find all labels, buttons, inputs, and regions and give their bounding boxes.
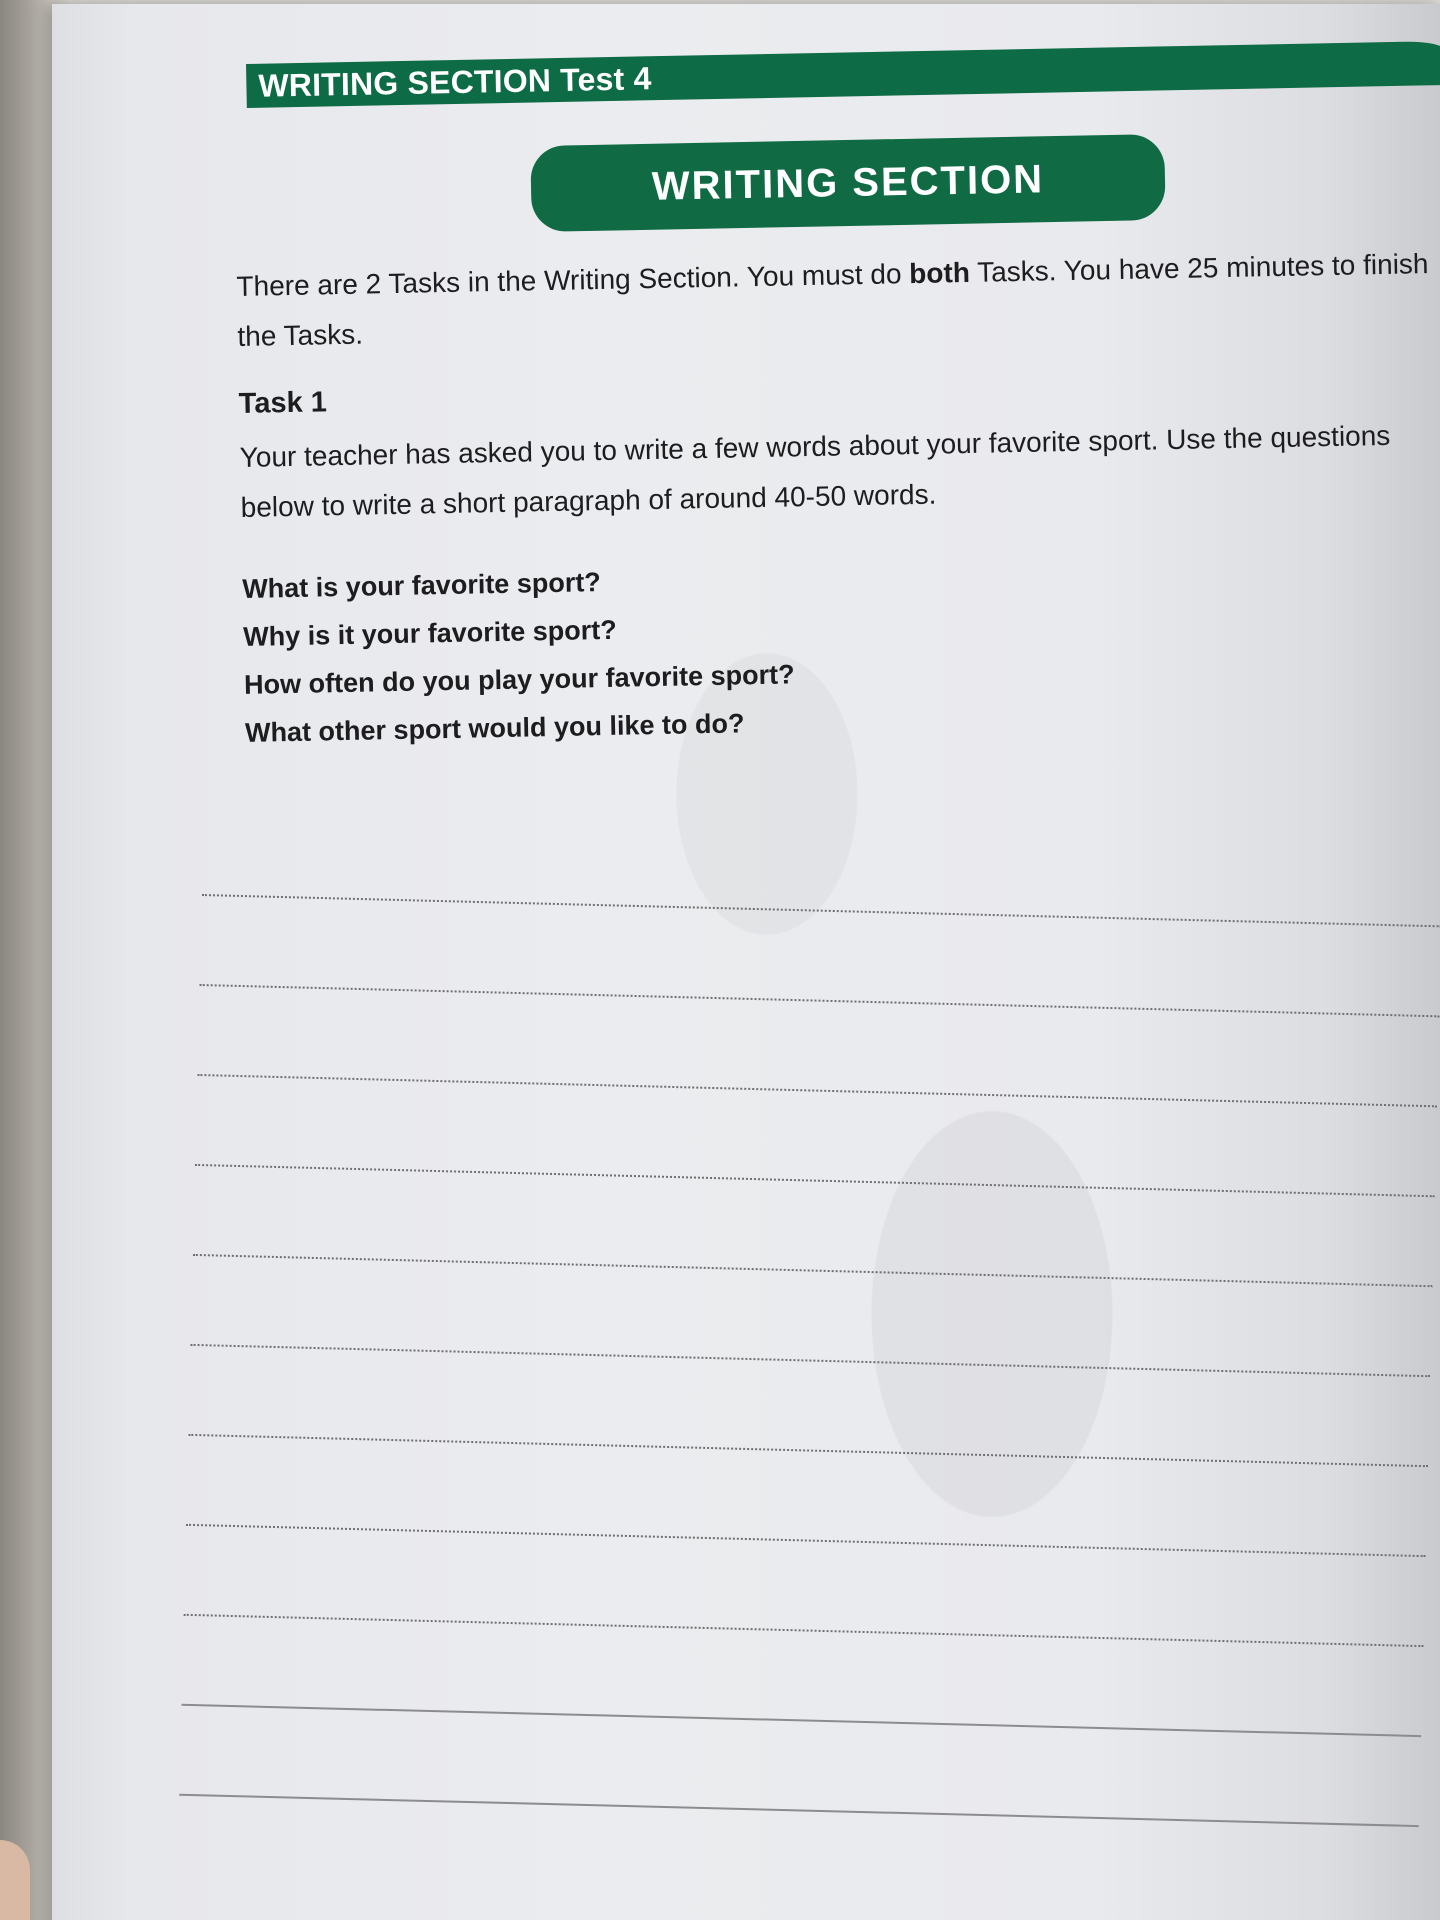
writing-lines <box>177 894 1440 1915</box>
question-list <box>242 542 1440 757</box>
writing-line[interactable] <box>184 1614 1424 1647</box>
writing-line[interactable] <box>195 1164 1435 1197</box>
task-instruction: Your teacher has asked you to write a few words about your favorite sport. Use the questions below to write a short paragraph of around 40-50 words. <box>239 419 1391 523</box>
writing-line[interactable] <box>181 1704 1421 1737</box>
question-item: What is your favorite sport? <box>241 567 602 604</box>
fingertip <box>0 1840 30 1920</box>
writing-line[interactable] <box>186 1524 1426 1557</box>
writing-line[interactable] <box>191 1344 1431 1377</box>
writing-line[interactable] <box>179 1794 1419 1827</box>
intro-text-bold: both <box>908 256 971 290</box>
question-item: How often do you play your favorite sport? <box>243 659 795 700</box>
writing-line[interactable] <box>193 1254 1433 1287</box>
writing-line[interactable] <box>188 1434 1428 1467</box>
workbook-page <box>52 4 1440 1920</box>
section-title: WRITING SECTION <box>651 156 1045 209</box>
header-title: WRITING SECTION Test 4 <box>258 60 652 104</box>
question-item: Why is it your favorite sport? <box>242 614 617 652</box>
task-heading: Task 1 <box>238 386 328 420</box>
intro-text-start: There are 2 Tasks in the Writing Section. You must do <box>236 258 910 302</box>
header-bar <box>246 41 1440 108</box>
section-title-pill <box>530 134 1166 232</box>
intro-text-end: Tasks. You have 25 minutes to finish the Tasks. <box>237 248 1429 352</box>
question-item: What other sport would you like to do? <box>244 708 745 748</box>
page-content <box>236 239 1440 757</box>
intro-paragraph <box>236 239 1440 362</box>
writing-line[interactable] <box>197 1074 1437 1107</box>
writing-line[interactable] <box>200 984 1440 1017</box>
writing-line[interactable] <box>202 894 1440 927</box>
